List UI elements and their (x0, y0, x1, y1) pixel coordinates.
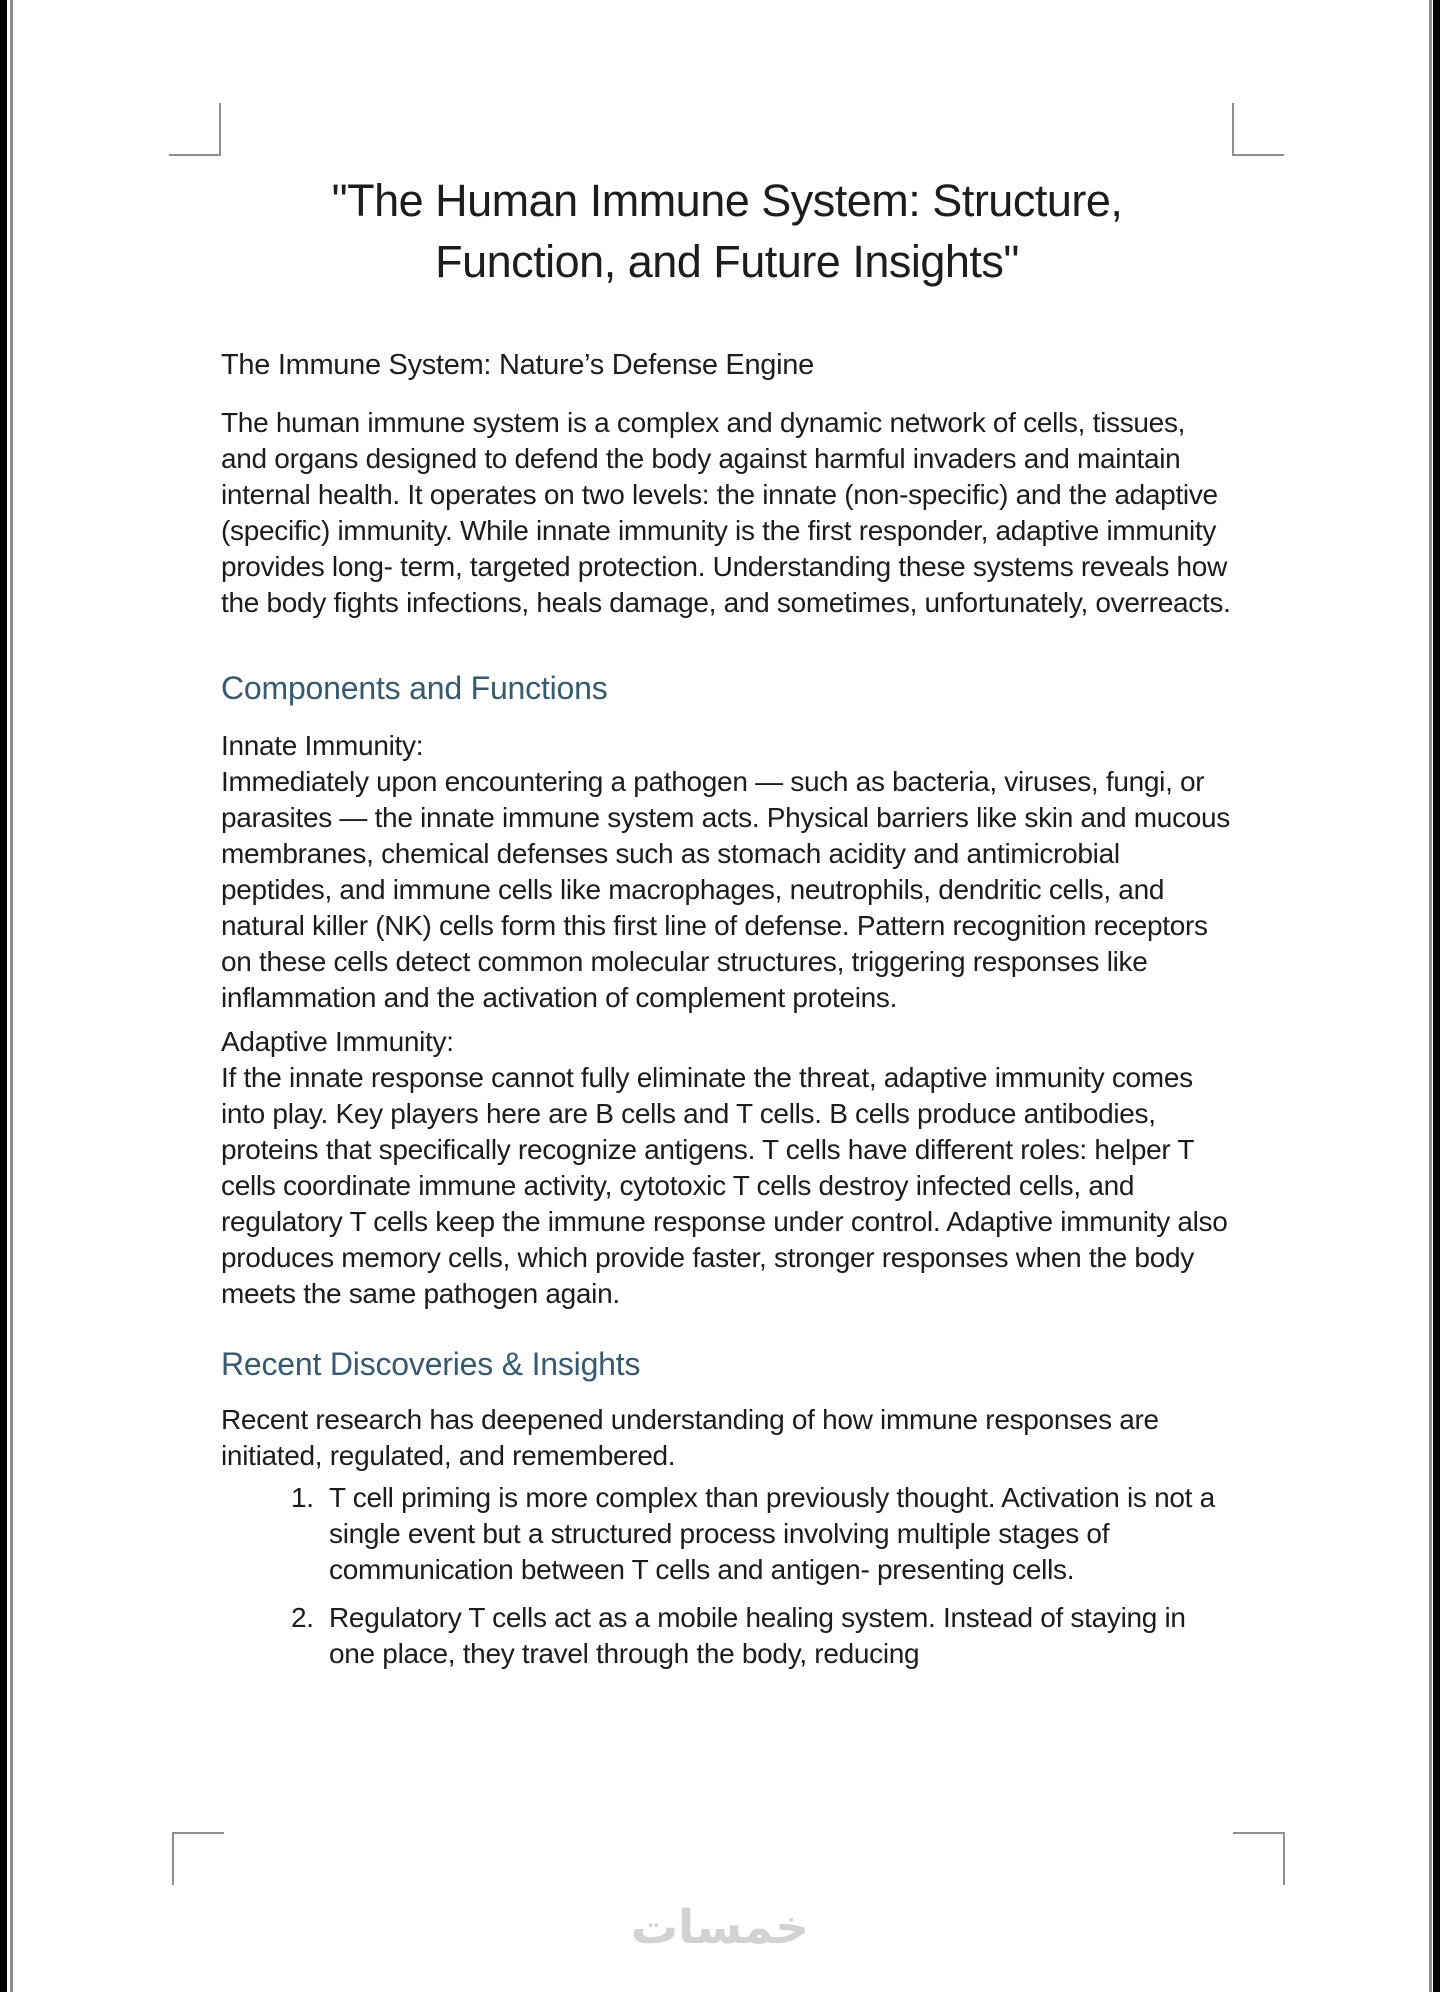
crop-mark-bottom-left (172, 1832, 224, 1885)
innate-immunity-paragraph (221, 728, 1233, 1016)
intro-paragraph: The human immune system is a complex and dynamic network of cells, tissues, and organs designed to defend the body against harmful invaders and maintain internal health. It operates on two levels: the innate (non-specific) and the adaptive (specific) immunity. While innate immunity is the first responder, adaptive immunity provides long- term, targeted protection. Understanding these systems reveals how the body fights infections, heals damage, and sometimes, unfortunately, overreacts. (221, 407, 1231, 618)
left-edge-bar (0, 0, 7, 1992)
discoveries-numbered-list (221, 1480, 1233, 1672)
crop-mark-top-right (1232, 103, 1284, 156)
adaptive-immunity-paragraph (221, 1024, 1233, 1312)
adaptive-immunity-body: If the innate response cannot fully eliminate the threat, adaptive immunity comes into play. Key players here are B cells and T cells. B cells produce antibodies, proteins that specifically recognize antigens. T cells have different roles: helper T cells coordinate immune activity, cytotoxic T cells destroy infected cells, and regulatory T cells keep the immune response under control. Adaptive immunity also produces memory cells, which provide faster, stronger responses when the body meets the same pathogen again. (221, 1062, 1228, 1309)
document-title-line-2: Function, and Future Insights" (435, 236, 1019, 287)
innate-immunity-body: Immediately upon encountering a pathogen — such as bacteria, viruses, fungi, or parasites — the innate immune system acts. Physical barriers like skin and mucous membranes, chemical defenses such as stomach acidity and antimicrobial peptides, and immune cells like macrophages, neutrophils, dendritic cells, and natural killer (NK) cells form this first line of defense. Pattern recognition receptors on these cells detect common molecular structures, triggering responses like inflammation and the activation of complement proteins. (221, 766, 1231, 1013)
list-item (221, 1600, 1233, 1672)
list-item-text: T cell priming is more complex than previously thought. Activation is not a single event but a structured process involving multiple stages of communication between T cells and antigen- presenting cells. (329, 1482, 1215, 1585)
text-column (221, 0, 1233, 1672)
right-margin-line (1429, 0, 1432, 1992)
list-item (221, 1480, 1233, 1588)
list-item-text: Regulatory T cells act as a mobile healing system. Instead of staying in one place, they travel through the body, reducing (329, 1602, 1186, 1669)
right-edge-bar (1433, 0, 1440, 1992)
list-item-number: 2. (291, 1602, 314, 1633)
list-item-number: 1. (291, 1482, 314, 1513)
crop-mark-bottom-right (1233, 1832, 1285, 1885)
intro-section-heading: The Immune System: Nature’s Defense Engine (221, 349, 814, 381)
discoveries-section-heading: Recent Discoveries & Insights (221, 1346, 641, 1382)
innate-immunity-label: Innate Immunity: (221, 730, 424, 761)
crop-mark-top-left (169, 103, 221, 156)
document-title (221, 170, 1233, 292)
left-margin-line (10, 0, 13, 1992)
khamsat-watermark: خمسات (630, 1900, 810, 1955)
components-section-heading: Components and Functions (221, 670, 608, 706)
discoveries-intro-paragraph: Recent research has deepened understanding of how immune responses are initiated, regulated, and remembered. (221, 1404, 1159, 1471)
adaptive-immunity-label: Adaptive Immunity: (221, 1026, 454, 1057)
document-title-line-1: "The Human Immune System: Structure, (331, 175, 1123, 226)
